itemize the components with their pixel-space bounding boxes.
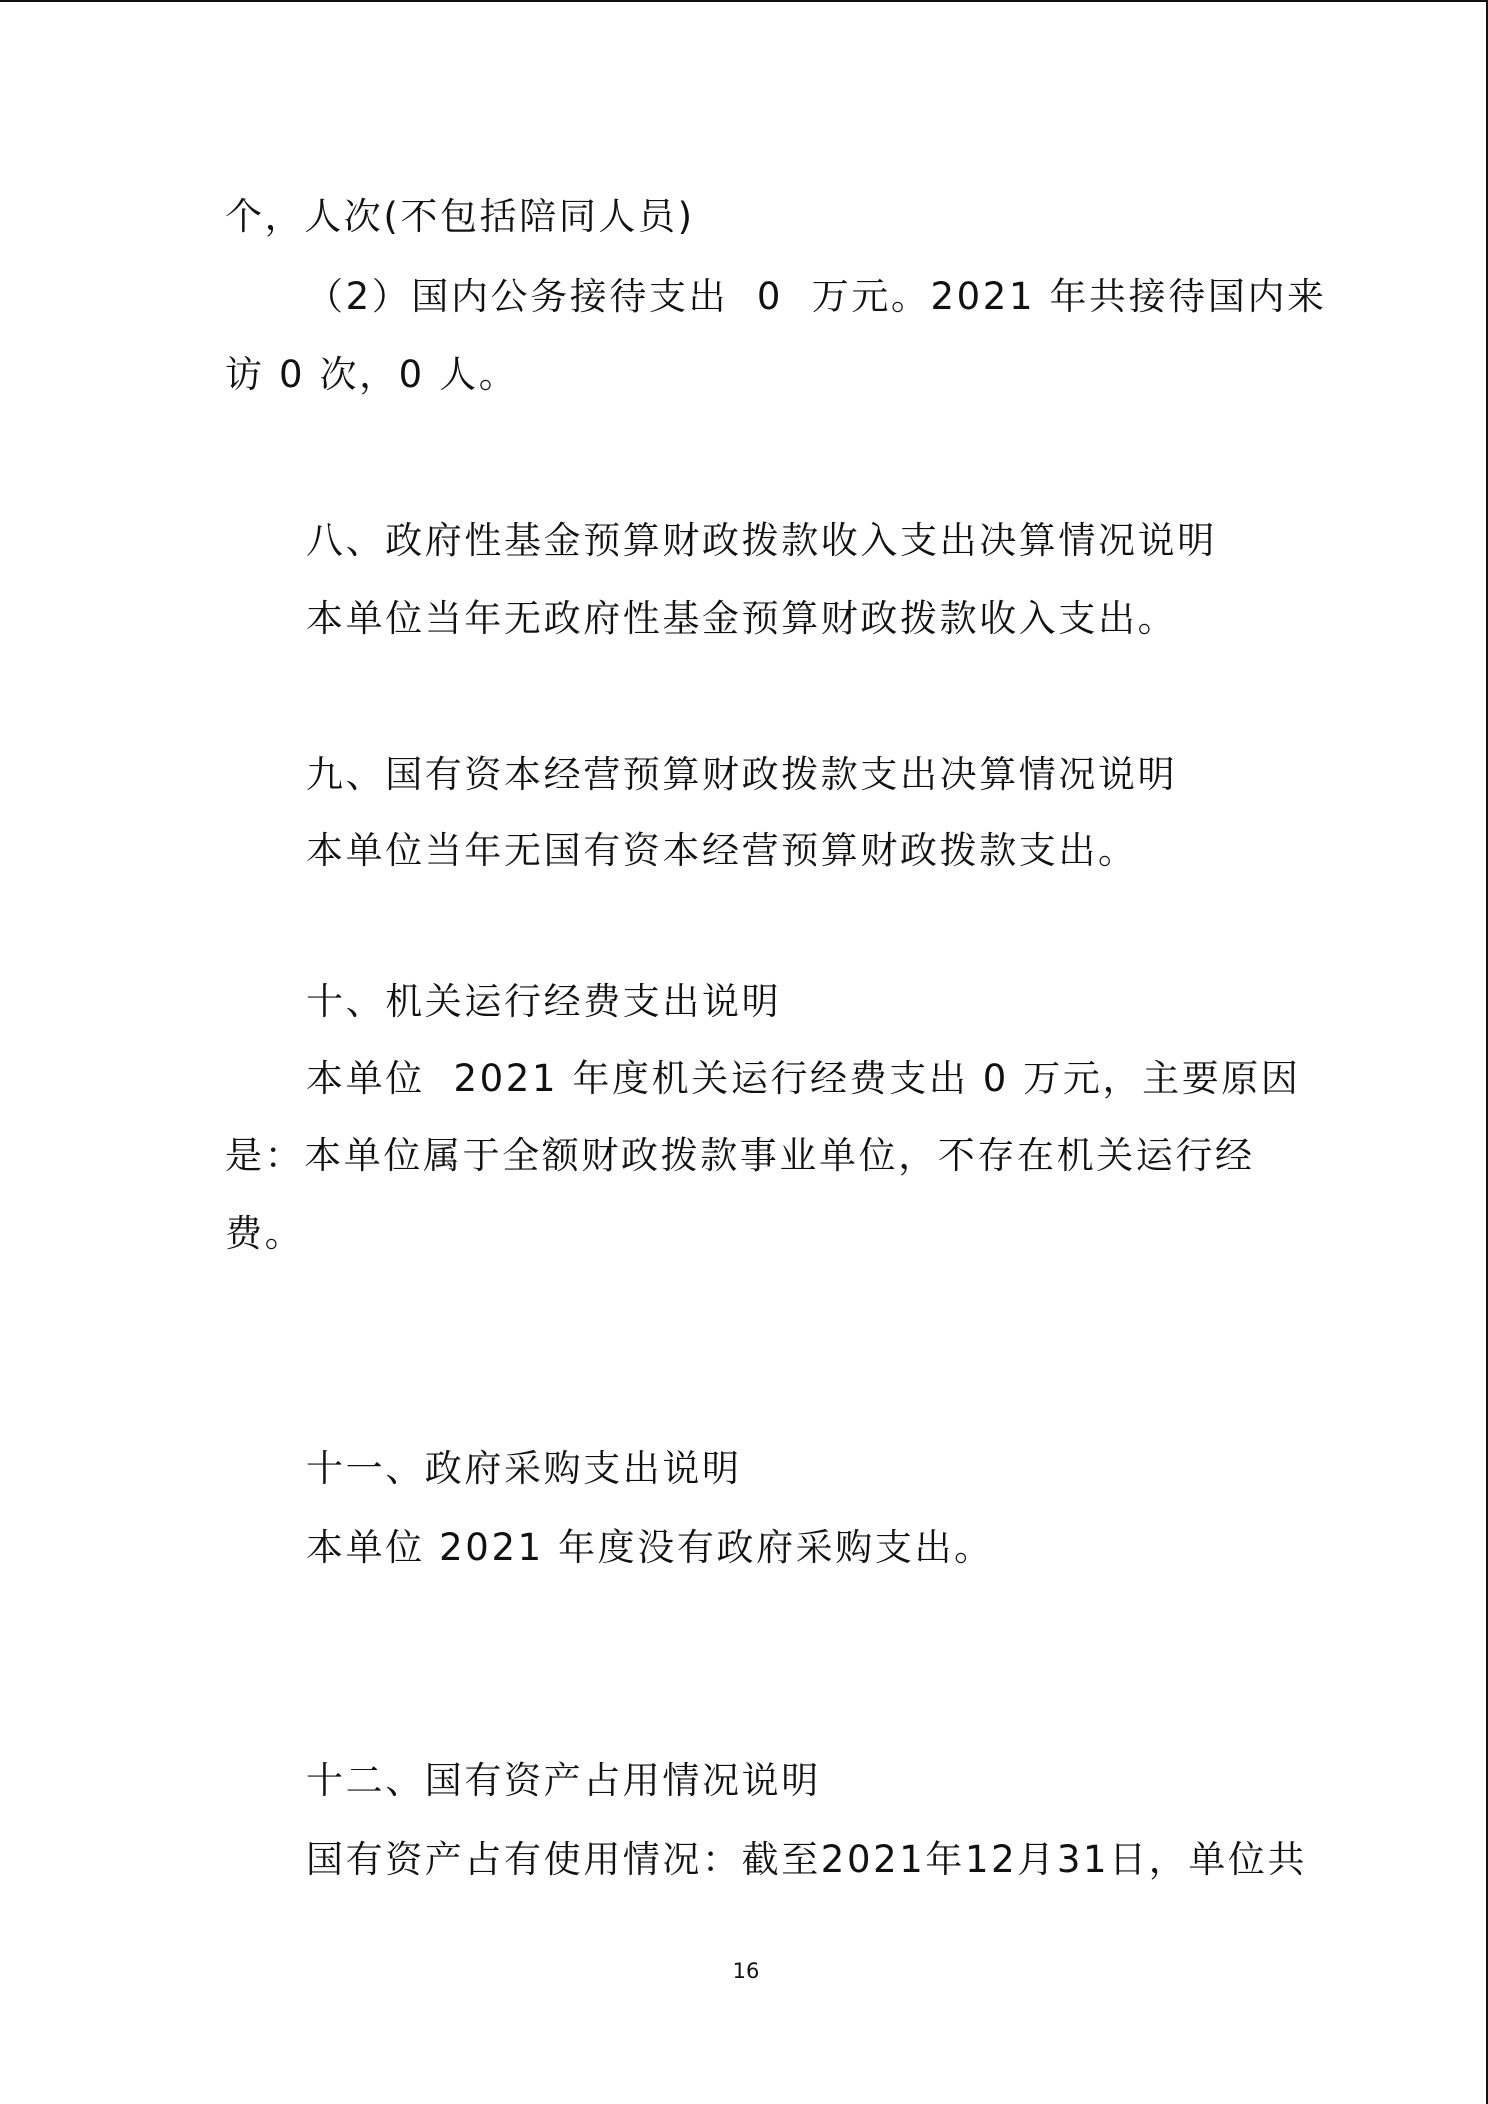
section-9-heading: 九、国有资本经营预算财政拨款支出决算情况说明 — [306, 753, 1178, 796]
section-12-heading: 十二、国有资产占用情况说明 — [306, 1759, 821, 1802]
section-8-heading: 八、政府性基金预算财政拨款收入支出决算情况说明 — [306, 519, 1217, 562]
page-number: 16 — [732, 1959, 760, 1983]
section-11-body: 本单位 2021 年度没有政府采购支出。 — [306, 1526, 994, 1569]
domestic-reception-line: （2）国内公务接待支出 0 万元。2021 年共接待国内来 — [306, 275, 1327, 318]
section-9-body: 本单位当年无国有资本经营预算财政拨款支出。 — [306, 829, 1138, 872]
domestic-reception-line-cont: 访 0 次，0 人。 — [225, 353, 519, 396]
section-8-body: 本单位当年无政府性基金预算财政拨款收入支出。 — [306, 597, 1178, 640]
section-10-body-line-2: 是：本单位属于全额财政拨款事业单位，不存在机关运行经 — [225, 1134, 1255, 1177]
section-10-body-line-3: 费。 — [225, 1212, 305, 1255]
section-11-heading: 十一、政府采购支出说明 — [306, 1447, 742, 1490]
reception-tail-line: 个，人次(不包括陪同人员) — [225, 195, 695, 238]
section-10-body-line-1: 本单位 2021 年度机关运行经费支出 0 万元，主要原因 — [306, 1057, 1301, 1100]
section-10-heading: 十、机关运行经费支出说明 — [306, 980, 782, 1023]
section-12-body: 国有资产占有使用情况：截至2021年12月31日，单位共 — [306, 1838, 1308, 1881]
